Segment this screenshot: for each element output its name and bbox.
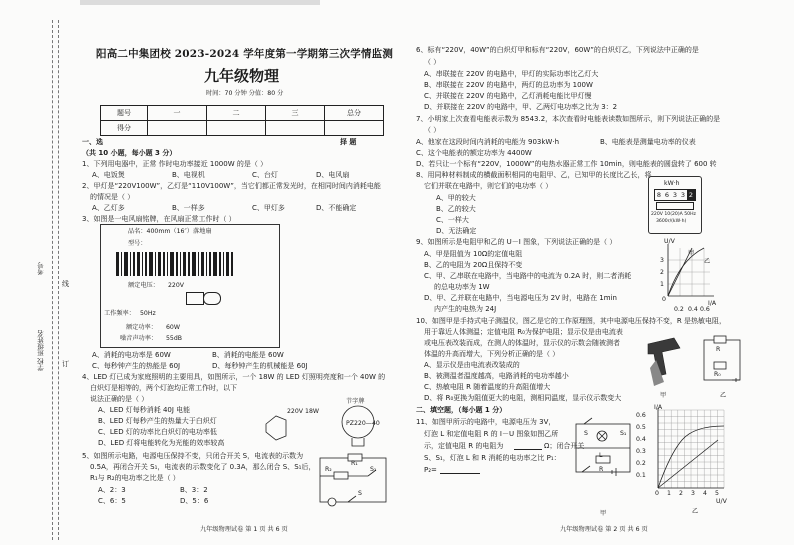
q7-option-a[interactable]: A、他家在这段时间内消耗的电能为 903kW·h — [416, 138, 560, 146]
meter-spec: 220V 10(20)A 50Hz — [651, 212, 696, 217]
q4-stem: 4、LED 灯已成为家庭照明的主要用具，如图所示，一个 18W 的 LED 灯照明亮度和一个 40W 的 — [82, 373, 386, 381]
q9-tick-x: 0.6 — [700, 306, 710, 313]
bulb-label: PZ220—40 — [346, 420, 380, 427]
q8-stem: 8、用同种材料制成的横截面积相同的电阻甲、乙，已知甲的长度比乙长，将 — [416, 171, 652, 179]
q6-option-a[interactable]: A、串联接在 220V 的电路中，甲灯的实际功率比乙灯大 — [424, 70, 599, 78]
q9-stem: 9、如图所示是电阻甲和乙的 U－I 图象，下列说法正确的是（ ） — [416, 238, 617, 246]
exam-title: 阳高二中集团校 2023-2024 学年度第一学期第三次学情监测 — [96, 48, 394, 60]
section1-title-right: 择 题 — [340, 138, 357, 146]
q4-option-c[interactable]: C、LED 灯的功率比白炽灯的电功率低 — [98, 428, 217, 436]
q9-series-yi: 乙 — [704, 258, 711, 265]
q2-option-d[interactable]: D、不能确定 — [316, 204, 357, 212]
q3-option-d[interactable]: D、每秒钟产生的机械能是 60J — [212, 362, 308, 370]
q11-tick-x: 1 — [667, 490, 671, 497]
footer-page2: 九年级物理试卷 第 2 页 共 6 页 — [560, 526, 648, 533]
q11-tick-y: 0.4 — [636, 436, 646, 443]
q1-option-c[interactable]: C、台灯 — [252, 171, 278, 179]
q5-r1-label: R₁ — [351, 460, 358, 467]
q9-tick-y: 3 — [660, 257, 664, 264]
score-input-cell[interactable] — [207, 121, 266, 136]
q5-option-d[interactable]: D、5：6 — [180, 497, 209, 505]
q11-tick-x: 2 — [679, 490, 683, 497]
q11-tick-x: 4 — [703, 490, 707, 497]
q6-option-c[interactable]: C、并联接在 220V 的电路中，乙灯消耗电能比甲灯慢 — [424, 92, 592, 100]
q11-tick-x: 5 — [715, 490, 719, 497]
q10-r0-label: R₀ — [714, 371, 721, 378]
q11-y-axis-label: I/A — [654, 404, 663, 411]
q2-option-c[interactable]: C、甲灯多 — [252, 204, 285, 212]
subject-title: 九年级物理 — [204, 67, 280, 85]
section1-note: （共 10 小题，每小题 3 分） — [82, 149, 177, 157]
q10-stem: 10、如图甲是手持式电子测温仪，图乙是它的工作原理图，其中电源电压保持不变，R 是热敏电阻， — [416, 317, 726, 325]
exam-number-field: 考号 — [37, 262, 45, 275]
meter-digit: 3 — [680, 191, 686, 199]
q9-series-jia: 甲 — [688, 250, 695, 257]
meter-digit: 3 — [672, 191, 678, 199]
meter-unit: kW·h — [664, 180, 680, 187]
q10-stem-cont: 用于靠近人体测温；定值电阻 R₀为保护电阻；显示仪是由电流表 — [424, 328, 623, 336]
score-table-header-row — [101, 106, 384, 121]
q9-option-d-cont: 内产生的电热为 24J — [434, 305, 497, 313]
section2-title: 二、填空题，（每小题 1 分） — [416, 406, 507, 414]
q1-option-a[interactable]: A、电饭煲 — [92, 171, 125, 179]
q11-stem-cont3: S、S₁，灯泡 L 和 R 消耗的电功率之比 P₁： — [424, 454, 561, 462]
q9-tick-y: 1 — [660, 281, 664, 288]
meter-digit: 8 — [656, 191, 662, 199]
meter-revolutions: 3600r/(kW·h) — [656, 219, 687, 224]
nameplate-power-label: 额定功率： — [126, 324, 157, 331]
q10-option-b[interactable]: B、被测温者温度越高，电路消耗的电功率越小 — [424, 372, 569, 380]
footer-page1: 九年级物理试卷 第 1 页 共 6 页 — [200, 526, 288, 533]
q10-circuit-diagram — [700, 336, 744, 386]
nameplate-noise-label: 噪音声功率： — [120, 335, 158, 342]
section1-title: 一、选 — [82, 138, 103, 146]
q8-option-c[interactable]: C、一样大 — [436, 216, 469, 224]
q11-l-label: L — [599, 452, 603, 459]
q6-option-d[interactable]: D、并联接在 220V 的电路中，甲、乙两灯电功率之比为 3：2 — [424, 103, 618, 111]
q10-stem-cont3: 体温的升高而增大，下列分析正确的是（ ） — [424, 350, 560, 358]
q5-stem-cont: 0.5A，再闭合开关 S₁，电流表的示数变化了 0.3A，那么闭合 S、S₁后， — [90, 463, 316, 471]
q7-option-c[interactable]: C、这个电能表的额定功率为 4400W — [416, 149, 532, 157]
score-input-cell[interactable] — [148, 121, 207, 136]
q5-option-b[interactable]: B、3：2 — [180, 486, 208, 494]
q10-option-d[interactable]: D、将 R₀更换为阻值更大的电阻，测相同温度，显示仪示数变大 — [424, 394, 622, 402]
score-cell: 总分 — [325, 106, 384, 121]
q9-tick-x: 0.4 — [688, 306, 698, 313]
switch-s-icon — [348, 496, 356, 502]
q9-y-axis-label: U/V — [664, 238, 675, 245]
binding-mark: 线 — [62, 280, 69, 288]
q4-option-a[interactable]: A、LED 灯每秒消耗 40J 电能 — [98, 406, 191, 414]
ammeter-icon — [328, 498, 336, 506]
q3-option-c[interactable]: C、每秒钟产生的热能是 60J — [92, 362, 181, 370]
q5-r2-label: R₂ — [325, 466, 332, 473]
q10-option-c[interactable]: C、热敏电阻 R 随着温度的升高阻值增大 — [424, 383, 551, 391]
q9-x-axis-label: I/A — [708, 300, 717, 307]
q2-stem-cont: 的情况是（ ） — [90, 193, 135, 201]
q3-stem: 3、如图是一电风扇铭牌，在风扇正常工作时（ ） — [82, 215, 236, 223]
q9-option-c[interactable]: C、甲、乙串联在电路中，当电路中的电流为 0.2A 时，则二者消耗 — [424, 272, 632, 280]
score-cell: 一 — [148, 106, 207, 121]
scan-edge-artifact — [80, 0, 320, 5]
q11-tick-y: 0.3 — [636, 448, 646, 455]
q8-stem-cont: 它们并联在电路中，则它们的电功率（ ） — [424, 182, 553, 190]
q11-fig-yi: 乙 — [692, 508, 699, 515]
meter-digit: 6 — [664, 191, 670, 199]
q10-option-a[interactable]: A、显示仪是由电流表改装成的 — [424, 361, 520, 369]
binding-mark-2: 订 — [62, 360, 69, 368]
q9-option-c-cont: 的总电功率为 1W — [434, 283, 490, 291]
q11-stem: 11、如图甲所示的电路中，电源电压为 3V， — [416, 418, 556, 426]
q7-stem: 7、小明家上次查看电能表示数为 8543.2，本次查看时电能表读数如图所示，则下列说法正确的是 — [416, 115, 721, 123]
q5-option-a[interactable]: A、2：3 — [98, 486, 126, 494]
led-lamp-icon — [266, 416, 286, 440]
q11-tick-y: 0.6 — [636, 412, 646, 419]
q9-tick-y: 2 — [660, 269, 664, 276]
nameplate-power-value: 60W — [166, 324, 180, 331]
nameplate-voltage-label: 额定电压： — [128, 282, 159, 289]
q11-s-label: S — [584, 430, 588, 437]
q11-tick-x: 0 — [655, 490, 659, 497]
nameplate-freq-label: 工作频率： — [104, 310, 135, 317]
q11-stem-unit: Ω；闭合开关 — [544, 442, 585, 450]
score-cell: 题号 — [101, 106, 148, 121]
nameplate-noise-value: 55dB — [166, 335, 183, 342]
score-cell: 得分 — [101, 121, 148, 136]
q8-option-a[interactable]: A、甲的较大 — [436, 194, 476, 202]
q6-stem: 6、标有“220V，40W”的白炽灯甲和标有“220V，60W”的白炽灯乙，下列说法中正确的是 — [416, 46, 699, 54]
switch-s1-icon — [584, 418, 592, 424]
q8-option-d[interactable]: D、无法确定 — [436, 227, 477, 235]
q10-fig-yi: 乙 — [720, 392, 727, 399]
resistor-r0-icon — [714, 362, 726, 369]
q3-option-a[interactable]: A、消耗的电功率是 60W — [92, 351, 171, 359]
thermistor-r-icon — [714, 336, 726, 343]
ccc-mark-icon — [186, 292, 204, 305]
q11-blank-power-ratio[interactable] — [440, 473, 480, 474]
q11-tick-x: 3 — [691, 490, 695, 497]
q1-option-d[interactable]: D、电风扇 — [316, 171, 350, 179]
q2-stem: 2、甲灯是“220V100W”，乙灯是“110V100W”，当它们都正常发光时，在相同时间内消耗电能 — [82, 182, 381, 190]
q4-option-d[interactable]: D、LED 灯将电能转化为光能的效率较高 — [98, 439, 225, 447]
q1-stem: 1、下列用电器中，正常 作时电功率接近 1000W 的是（ ） — [82, 160, 268, 168]
q7-option-b[interactable]: B、电能表是测量电功率的仪表 — [600, 138, 696, 146]
q11-circuit-diagram — [572, 418, 636, 480]
q4-option-b[interactable]: B、LED 灯每秒产生的热量大于白炽灯 — [98, 417, 217, 425]
switch-s-icon — [582, 466, 590, 472]
q11-r-label: R — [599, 466, 604, 473]
q10-stem-cont2: 或电压表改装而成，在测人的体温时，显示仪的示数会随被测者 — [424, 339, 620, 347]
q6-stem-cont: （ ） — [424, 58, 441, 66]
q9-option-d[interactable]: D、甲、乙并联在电路中，当电源电压为 2V 时，电路在 1min — [424, 294, 617, 302]
q11-stem-cont: 灯泡 L 和定值电阻 R 的 I－U 图象如图乙所 — [424, 430, 559, 438]
score-table — [100, 105, 384, 136]
q11-tick-y: 0.2 — [636, 460, 646, 467]
q7-stem-cont: （ ） — [424, 126, 441, 134]
nameplate-freq-value: 50Hz — [140, 310, 156, 317]
nameplate-no: 型号： — [128, 240, 147, 247]
q11-blank-resistance[interactable] — [514, 449, 542, 450]
q11-s1-label: S₁ — [620, 430, 627, 437]
q9-option-a[interactable]: A、甲是阻值为 10Ω的定值电阻 — [424, 250, 523, 258]
score-input-cell[interactable] — [266, 121, 325, 136]
q9-option-b[interactable]: B、乙的电阻为 20Ω且保持不变 — [424, 261, 523, 269]
score-input-cell[interactable] — [325, 121, 384, 136]
thermometer-gun-figure — [644, 334, 684, 390]
bulb-brand: 节字牌 — [346, 398, 365, 405]
binding-line-inner — [58, 20, 59, 540]
bulb-base-icon — [352, 438, 364, 446]
cert-mark-icon — [203, 292, 221, 305]
score-cell: 二 — [207, 106, 266, 121]
q5-option-c[interactable]: C、6：5 — [98, 497, 126, 505]
q6-option-b[interactable]: B、串联接在 220V 的电路中，两灯的总功率为 100W — [424, 81, 593, 89]
q9-tick-x: 0.2 — [674, 306, 684, 313]
nameplate-model: 品名：400mm（16″）落地扇 — [128, 228, 212, 235]
nameplate-voltage-value: 220V — [168, 282, 185, 289]
q11-x-axis-label: U/V — [716, 498, 727, 505]
q5-s-label: S — [358, 490, 362, 497]
q11-iu-graph — [650, 404, 730, 494]
q9-tick-x: 0 — [662, 296, 666, 303]
time-score-info: 时间：70 分钟 分值：80 分 — [206, 90, 284, 97]
q4-stem-cont: 白炽灯是相等的，两个灯泡均正常工作时，以下 — [90, 384, 237, 392]
led-label: 220V 18W — [287, 408, 320, 415]
curve-resistor — [658, 440, 718, 488]
q7-option-d[interactable]: D、若只让一个标有“220V，1000W”的电热水器正常工作 10min，则电能表的圆盘转了 600 转 — [416, 160, 717, 168]
q2-option-b[interactable]: B、一样多 — [172, 204, 205, 212]
binding-line — [52, 20, 53, 540]
q2-option-a[interactable]: A、乙灯多 — [92, 204, 125, 212]
q11-fig-jia: 甲 — [600, 510, 607, 517]
q4-stem-cont2: 说法正确的是（ ） — [90, 395, 149, 403]
score-cell: 三 — [266, 106, 325, 121]
meter-disc-window — [656, 202, 694, 210]
meter-digit-decimal: 2 — [688, 191, 694, 199]
q10-r-label: R — [716, 346, 721, 353]
q5-stem: 5、如图所示电路，电源电压保持不变，只闭合开关 S，电流表的示数为 — [82, 452, 304, 460]
q10-fig-jia: 甲 — [660, 392, 667, 399]
q3-option-b[interactable]: B、消耗的电能是 60W — [212, 351, 284, 359]
school-class-name-field: 学校 班级姓名 — [37, 330, 45, 372]
r2-resistor-icon — [334, 472, 348, 479]
meter-counter — [654, 189, 696, 201]
score-table-score-row — [101, 121, 384, 136]
q11-tick-y: 0.1 — [636, 472, 646, 479]
q5-s1-label: S₁ — [370, 466, 377, 473]
q8-option-b[interactable]: B、乙的较大 — [436, 205, 476, 213]
q11-tick-y: 0.5 — [636, 424, 646, 431]
q5-stem-cont2: R₁与 R₂的电功率之比是（ ） — [90, 474, 180, 482]
q1-option-b[interactable]: B、电视机 — [172, 171, 205, 179]
q11-stem-cont2: 示，定值电阻 R 的电阻为 — [424, 442, 504, 450]
q11-stem-cont4: P₂= — [424, 466, 437, 474]
